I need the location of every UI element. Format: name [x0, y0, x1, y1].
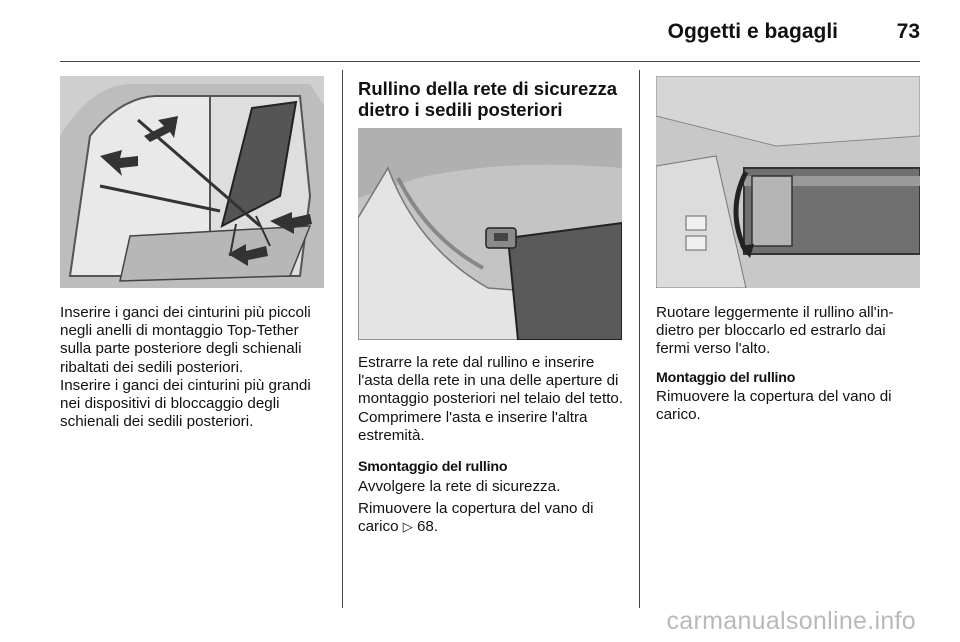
- figure-safety-net-roller: [358, 128, 622, 340]
- paragraph-rotate-roller: Ruotare leggermente il rullino all'indietro per bloccarlo ed estrarlo dai fermi verso l'alto.: [656, 304, 894, 358]
- figure-roller-rotate: [656, 76, 920, 288]
- section-title: Oggetti e bagagli: [667, 20, 838, 43]
- page-header: [60, 18, 920, 60]
- column-divider-1: [342, 70, 343, 608]
- subheading-install-roller: Montaggio del rullino: [656, 370, 796, 386]
- paragraph-net-install: Estrarre la rete dal rullino e inserire l'asta della rete in una delle aperture di montaggio posteriori nel telaio del tetto. Comprimere l'asta e inserire l'altra estremità.: [358, 354, 624, 444]
- page-reference-link[interactable]: 68.: [416, 518, 439, 536]
- subheading-remove-roller: Smontaggio del rullino: [358, 459, 508, 475]
- column-divider-2: [639, 70, 640, 608]
- paragraph-remove-cover-2: Rimuovere la copertura del vano di carico.: [656, 388, 892, 424]
- section-heading-safety-net: Rullino della rete di sicurezza dietro i sedili posteriori: [358, 78, 618, 120]
- figure-top-tether: [60, 76, 324, 288]
- paragraph-remove-cover: [358, 500, 628, 536]
- header-rule: [60, 61, 920, 62]
- paragraph-roll-up-net: Avvolgere la rete di sicurezza.: [358, 478, 561, 495]
- paragraph-top-tether-2: Inserire i ganci dei cinturini più grandi nei dispositivi di bloccaggio degli schienali dei sedili posteriori.: [60, 377, 311, 431]
- page-reference-icon: ▷: [402, 519, 413, 535]
- paragraph-top-tether-1: Inserire i ganci dei cinturini più piccoli negli anelli di montaggio Top-Tether sulla parte posteriore degli schienali ribaltati dei sedili posteriori.: [60, 304, 311, 376]
- remove-cover-text: Rimuovere la copertura del vano di carico: [358, 500, 594, 536]
- site-watermark: carmanualsonline.info: [666, 607, 916, 635]
- page-number: 73: [896, 20, 920, 43]
